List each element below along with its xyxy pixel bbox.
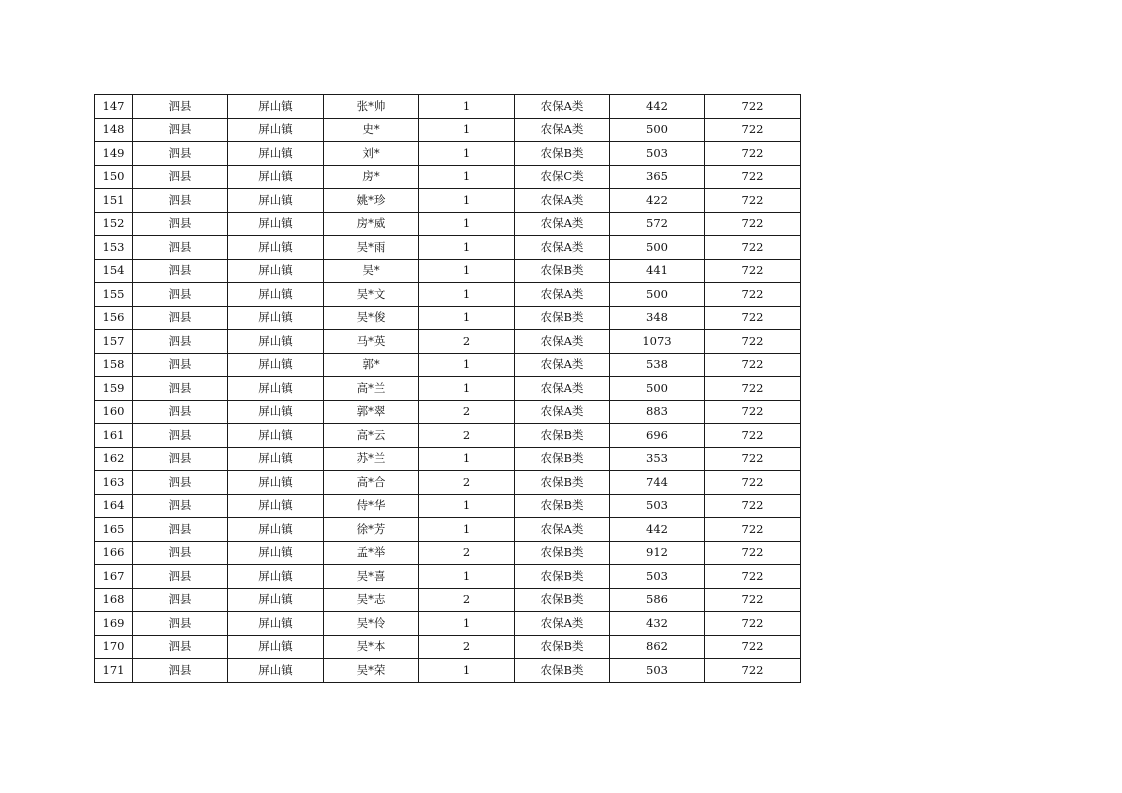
household-count-cell: 2 bbox=[419, 330, 515, 354]
household-count-cell: 2 bbox=[419, 588, 515, 612]
table-row bbox=[95, 635, 801, 659]
row-number-cell: 170 bbox=[95, 635, 133, 659]
household-count-cell: 2 bbox=[419, 541, 515, 565]
standard-cell: 722 bbox=[705, 635, 801, 659]
row-number-cell: 157 bbox=[95, 330, 133, 354]
town-cell: 屏山镇 bbox=[228, 565, 324, 589]
name-cell: 吴*伶 bbox=[324, 612, 419, 636]
county-cell: 泗县 bbox=[133, 635, 228, 659]
insurance-type-cell: 农保B类 bbox=[515, 588, 610, 612]
insurance-type-cell: 农保B类 bbox=[515, 659, 610, 683]
town-cell: 屏山镇 bbox=[228, 494, 324, 518]
table-row bbox=[95, 424, 801, 448]
standard-cell: 722 bbox=[705, 659, 801, 683]
name-cell: 高*兰 bbox=[324, 377, 419, 401]
insurance-type-cell: 农保B类 bbox=[515, 565, 610, 589]
amount-cell: 500 bbox=[610, 236, 705, 260]
name-cell: 吴*荣 bbox=[324, 659, 419, 683]
name-cell: 郭*翠 bbox=[324, 400, 419, 424]
town-cell: 屏山镇 bbox=[228, 95, 324, 119]
household-count-cell: 2 bbox=[419, 400, 515, 424]
row-number-cell: 167 bbox=[95, 565, 133, 589]
town-cell: 屏山镇 bbox=[228, 612, 324, 636]
table-row bbox=[95, 212, 801, 236]
name-cell: 吴*志 bbox=[324, 588, 419, 612]
town-cell: 屏山镇 bbox=[228, 471, 324, 495]
name-cell: 吴*俊 bbox=[324, 306, 419, 330]
table-row bbox=[95, 165, 801, 189]
household-count-cell: 2 bbox=[419, 471, 515, 495]
row-number-cell: 164 bbox=[95, 494, 133, 518]
amount-cell: 862 bbox=[610, 635, 705, 659]
amount-cell: 572 bbox=[610, 212, 705, 236]
insurance-type-cell: 农保A类 bbox=[515, 95, 610, 119]
insurance-type-cell: 农保B类 bbox=[515, 259, 610, 283]
county-cell: 泗县 bbox=[133, 165, 228, 189]
insurance-type-cell: 农保C类 bbox=[515, 165, 610, 189]
household-count-cell: 1 bbox=[419, 377, 515, 401]
row-number-cell: 151 bbox=[95, 189, 133, 213]
table-row bbox=[95, 236, 801, 260]
county-cell: 泗县 bbox=[133, 377, 228, 401]
town-cell: 屏山镇 bbox=[228, 447, 324, 471]
table-row bbox=[95, 330, 801, 354]
name-cell: 史* bbox=[324, 118, 419, 142]
insurance-type-cell: 农保B类 bbox=[515, 424, 610, 448]
table-row bbox=[95, 494, 801, 518]
row-number-cell: 147 bbox=[95, 95, 133, 119]
amount-cell: 912 bbox=[610, 541, 705, 565]
county-cell: 泗县 bbox=[133, 612, 228, 636]
insurance-type-cell: 农保B类 bbox=[515, 306, 610, 330]
town-cell: 屏山镇 bbox=[228, 236, 324, 260]
town-cell: 屏山镇 bbox=[228, 377, 324, 401]
insurance-type-cell: 农保A类 bbox=[515, 283, 610, 307]
county-cell: 泗县 bbox=[133, 353, 228, 377]
amount-cell: 503 bbox=[610, 659, 705, 683]
row-number-cell: 165 bbox=[95, 518, 133, 542]
county-cell: 泗县 bbox=[133, 283, 228, 307]
amount-cell: 586 bbox=[610, 588, 705, 612]
table-row bbox=[95, 471, 801, 495]
row-number-cell: 149 bbox=[95, 142, 133, 166]
household-count-cell: 1 bbox=[419, 189, 515, 213]
row-number-cell: 169 bbox=[95, 612, 133, 636]
standard-cell: 722 bbox=[705, 212, 801, 236]
amount-cell: 503 bbox=[610, 565, 705, 589]
insurance-type-cell: 农保B类 bbox=[515, 142, 610, 166]
county-cell: 泗县 bbox=[133, 259, 228, 283]
amount-cell: 432 bbox=[610, 612, 705, 636]
records-table-body bbox=[95, 95, 801, 683]
standard-cell: 722 bbox=[705, 612, 801, 636]
table-row bbox=[95, 142, 801, 166]
household-count-cell: 1 bbox=[419, 353, 515, 377]
county-cell: 泗县 bbox=[133, 118, 228, 142]
name-cell: 吴*本 bbox=[324, 635, 419, 659]
household-count-cell: 2 bbox=[419, 635, 515, 659]
amount-cell: 500 bbox=[610, 118, 705, 142]
town-cell: 屏山镇 bbox=[228, 518, 324, 542]
amount-cell: 422 bbox=[610, 189, 705, 213]
table-row bbox=[95, 518, 801, 542]
county-cell: 泗县 bbox=[133, 236, 228, 260]
county-cell: 泗县 bbox=[133, 494, 228, 518]
town-cell: 屏山镇 bbox=[228, 212, 324, 236]
household-count-cell: 1 bbox=[419, 518, 515, 542]
town-cell: 屏山镇 bbox=[228, 400, 324, 424]
insurance-type-cell: 农保A类 bbox=[515, 189, 610, 213]
name-cell: 高*合 bbox=[324, 471, 419, 495]
amount-cell: 883 bbox=[610, 400, 705, 424]
name-cell: 侍*华 bbox=[324, 494, 419, 518]
insurance-type-cell: 农保A类 bbox=[515, 236, 610, 260]
insurance-type-cell: 农保B类 bbox=[515, 635, 610, 659]
town-cell: 屏山镇 bbox=[228, 142, 324, 166]
town-cell: 屏山镇 bbox=[228, 635, 324, 659]
household-count-cell: 1 bbox=[419, 212, 515, 236]
county-cell: 泗县 bbox=[133, 518, 228, 542]
town-cell: 屏山镇 bbox=[228, 588, 324, 612]
amount-cell: 441 bbox=[610, 259, 705, 283]
insurance-type-cell: 农保A类 bbox=[515, 212, 610, 236]
county-cell: 泗县 bbox=[133, 142, 228, 166]
standard-cell: 722 bbox=[705, 236, 801, 260]
row-number-cell: 158 bbox=[95, 353, 133, 377]
household-count-cell: 1 bbox=[419, 447, 515, 471]
row-number-cell: 171 bbox=[95, 659, 133, 683]
row-number-cell: 162 bbox=[95, 447, 133, 471]
insurance-type-cell: 农保B类 bbox=[515, 471, 610, 495]
row-number-cell: 150 bbox=[95, 165, 133, 189]
insurance-type-cell: 农保A类 bbox=[515, 518, 610, 542]
name-cell: 刘* bbox=[324, 142, 419, 166]
name-cell: 苏*兰 bbox=[324, 447, 419, 471]
row-number-cell: 153 bbox=[95, 236, 133, 260]
county-cell: 泗县 bbox=[133, 565, 228, 589]
town-cell: 屏山镇 bbox=[228, 118, 324, 142]
town-cell: 屏山镇 bbox=[228, 541, 324, 565]
table-row bbox=[95, 283, 801, 307]
name-cell: 房*威 bbox=[324, 212, 419, 236]
insurance-type-cell: 农保A类 bbox=[515, 353, 610, 377]
standard-cell: 722 bbox=[705, 400, 801, 424]
name-cell: 郭* bbox=[324, 353, 419, 377]
standard-cell: 722 bbox=[705, 189, 801, 213]
spreadsheet-page bbox=[94, 94, 801, 683]
household-count-cell: 1 bbox=[419, 236, 515, 260]
town-cell: 屏山镇 bbox=[228, 330, 324, 354]
insurance-type-cell: 农保A类 bbox=[515, 330, 610, 354]
row-number-cell: 161 bbox=[95, 424, 133, 448]
household-count-cell: 1 bbox=[419, 306, 515, 330]
household-count-cell: 2 bbox=[419, 424, 515, 448]
county-cell: 泗县 bbox=[133, 400, 228, 424]
standard-cell: 722 bbox=[705, 142, 801, 166]
table-row bbox=[95, 588, 801, 612]
name-cell: 吴*文 bbox=[324, 283, 419, 307]
table-row bbox=[95, 377, 801, 401]
standard-cell: 722 bbox=[705, 518, 801, 542]
household-count-cell: 1 bbox=[419, 142, 515, 166]
table-row bbox=[95, 565, 801, 589]
household-count-cell: 1 bbox=[419, 659, 515, 683]
insurance-type-cell: 农保A类 bbox=[515, 612, 610, 636]
insurance-type-cell: 农保B类 bbox=[515, 541, 610, 565]
standard-cell: 722 bbox=[705, 95, 801, 119]
amount-cell: 696 bbox=[610, 424, 705, 448]
county-cell: 泗县 bbox=[133, 659, 228, 683]
standard-cell: 722 bbox=[705, 588, 801, 612]
household-count-cell: 1 bbox=[419, 565, 515, 589]
amount-cell: 500 bbox=[610, 283, 705, 307]
name-cell: 房* bbox=[324, 165, 419, 189]
amount-cell: 1073 bbox=[610, 330, 705, 354]
county-cell: 泗县 bbox=[133, 471, 228, 495]
standard-cell: 722 bbox=[705, 494, 801, 518]
amount-cell: 500 bbox=[610, 377, 705, 401]
insurance-type-cell: 农保B类 bbox=[515, 447, 610, 471]
name-cell: 吴*雨 bbox=[324, 236, 419, 260]
row-number-cell: 159 bbox=[95, 377, 133, 401]
town-cell: 屏山镇 bbox=[228, 659, 324, 683]
town-cell: 屏山镇 bbox=[228, 259, 324, 283]
county-cell: 泗县 bbox=[133, 541, 228, 565]
insurance-type-cell: 农保A类 bbox=[515, 400, 610, 424]
county-cell: 泗县 bbox=[133, 447, 228, 471]
household-count-cell: 1 bbox=[419, 494, 515, 518]
table-row bbox=[95, 189, 801, 213]
table-row bbox=[95, 353, 801, 377]
table-row bbox=[95, 447, 801, 471]
amount-cell: 353 bbox=[610, 447, 705, 471]
row-number-cell: 166 bbox=[95, 541, 133, 565]
records-table bbox=[94, 94, 801, 683]
row-number-cell: 160 bbox=[95, 400, 133, 424]
standard-cell: 722 bbox=[705, 541, 801, 565]
amount-cell: 503 bbox=[610, 142, 705, 166]
standard-cell: 722 bbox=[705, 377, 801, 401]
county-cell: 泗县 bbox=[133, 424, 228, 448]
county-cell: 泗县 bbox=[133, 588, 228, 612]
town-cell: 屏山镇 bbox=[228, 283, 324, 307]
amount-cell: 442 bbox=[610, 95, 705, 119]
household-count-cell: 1 bbox=[419, 259, 515, 283]
table-row bbox=[95, 95, 801, 119]
insurance-type-cell: 农保A类 bbox=[515, 118, 610, 142]
standard-cell: 722 bbox=[705, 118, 801, 142]
town-cell: 屏山镇 bbox=[228, 189, 324, 213]
county-cell: 泗县 bbox=[133, 330, 228, 354]
standard-cell: 722 bbox=[705, 447, 801, 471]
standard-cell: 722 bbox=[705, 306, 801, 330]
amount-cell: 503 bbox=[610, 494, 705, 518]
table-row bbox=[95, 612, 801, 636]
county-cell: 泗县 bbox=[133, 189, 228, 213]
amount-cell: 538 bbox=[610, 353, 705, 377]
name-cell: 张*帅 bbox=[324, 95, 419, 119]
standard-cell: 722 bbox=[705, 165, 801, 189]
row-number-cell: 163 bbox=[95, 471, 133, 495]
amount-cell: 744 bbox=[610, 471, 705, 495]
standard-cell: 722 bbox=[705, 283, 801, 307]
county-cell: 泗县 bbox=[133, 212, 228, 236]
town-cell: 屏山镇 bbox=[228, 353, 324, 377]
name-cell: 马*英 bbox=[324, 330, 419, 354]
table-row bbox=[95, 400, 801, 424]
name-cell: 姚*珍 bbox=[324, 189, 419, 213]
row-number-cell: 148 bbox=[95, 118, 133, 142]
county-cell: 泗县 bbox=[133, 306, 228, 330]
household-count-cell: 1 bbox=[419, 118, 515, 142]
household-count-cell: 1 bbox=[419, 283, 515, 307]
table-row bbox=[95, 259, 801, 283]
name-cell: 徐*芳 bbox=[324, 518, 419, 542]
household-count-cell: 1 bbox=[419, 165, 515, 189]
household-count-cell: 1 bbox=[419, 612, 515, 636]
table-row bbox=[95, 541, 801, 565]
standard-cell: 722 bbox=[705, 259, 801, 283]
amount-cell: 442 bbox=[610, 518, 705, 542]
household-count-cell: 1 bbox=[419, 95, 515, 119]
row-number-cell: 152 bbox=[95, 212, 133, 236]
county-cell: 泗县 bbox=[133, 95, 228, 119]
standard-cell: 722 bbox=[705, 471, 801, 495]
amount-cell: 348 bbox=[610, 306, 705, 330]
standard-cell: 722 bbox=[705, 353, 801, 377]
standard-cell: 722 bbox=[705, 565, 801, 589]
amount-cell: 365 bbox=[610, 165, 705, 189]
town-cell: 屏山镇 bbox=[228, 165, 324, 189]
name-cell: 高*云 bbox=[324, 424, 419, 448]
insurance-type-cell: 农保A类 bbox=[515, 377, 610, 401]
table-row bbox=[95, 306, 801, 330]
town-cell: 屏山镇 bbox=[228, 424, 324, 448]
name-cell: 孟*举 bbox=[324, 541, 419, 565]
row-number-cell: 154 bbox=[95, 259, 133, 283]
row-number-cell: 155 bbox=[95, 283, 133, 307]
row-number-cell: 168 bbox=[95, 588, 133, 612]
standard-cell: 722 bbox=[705, 330, 801, 354]
table-row bbox=[95, 659, 801, 683]
town-cell: 屏山镇 bbox=[228, 306, 324, 330]
standard-cell: 722 bbox=[705, 424, 801, 448]
table-row bbox=[95, 118, 801, 142]
name-cell: 吴* bbox=[324, 259, 419, 283]
row-number-cell: 156 bbox=[95, 306, 133, 330]
name-cell: 吴*喜 bbox=[324, 565, 419, 589]
insurance-type-cell: 农保B类 bbox=[515, 494, 610, 518]
